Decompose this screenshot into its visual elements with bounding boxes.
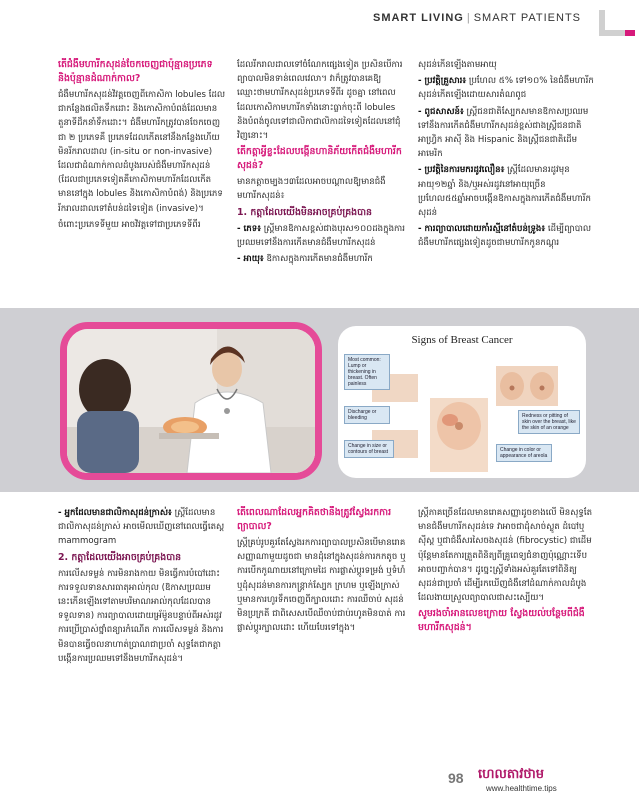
paragraph: ដែលរីករាលដាលទៅចំណែកផ្សេងទៀត ប្រសិនបើការព្យាបាលមិនទាន់ពេលវេលា។ វាក៏ត្រូវបានគេឱ្យឈ្មោះថាមហារីកសុដន់ប្រភេទទីពីរ ដូចគ្នា នៅពេលដែលកោសិកាមហារីកទាំងនោះធ្លាក់ចុះពី lobules និងបំពង់ចូលទៅជាលិកាជាលិកាដទៃទៀតដែលនៅជុំវិញនោះ។ bbox=[237, 60, 403, 142]
article-column-3 bbox=[418, 58, 594, 320]
paragraph: សុដន់កើនឡើងតាមអាយុ bbox=[418, 60, 497, 70]
figure-label-lump: Most common: Lump or thickening in breast. Often painless bbox=[344, 354, 390, 390]
list-item-label: - ពូជសាសន៍៖ bbox=[418, 106, 464, 117]
list-item-text: ប្រហែល ៥% ទៅ១០% នៃជំងឺមហារីកសុដន់កើតឡើងដោយសារតំណពូជ bbox=[418, 76, 594, 101]
figure-label-size-change: Change in size or contours of breast bbox=[344, 440, 394, 458]
section-a: SMART LIVING bbox=[372, 12, 464, 24]
article-column-5 bbox=[237, 506, 407, 756]
list-item-text: ដើម្បីព្យាបាលជំងឺមហារីកផ្សេងទៀតដូចជាមហារីកកូនកណ្ដុរ bbox=[418, 224, 592, 249]
list-item-label: - ភេទ៖ bbox=[237, 223, 261, 234]
sub-heading-uncontrollable: 1. កត្តាដែលយើងមិនអាចគ្រប់គ្រងបាន bbox=[237, 206, 372, 218]
list-item-text: ស្ត្រីដែលមានជាលិកាសុដន់ក្រាស់ អាចមើលឃើញនៅពេលធ្វើតេស្ត mammogram bbox=[58, 508, 225, 547]
header-separator: | bbox=[466, 12, 471, 24]
website-url: www.healthtime.tips bbox=[486, 784, 557, 793]
page-header bbox=[0, 6, 639, 36]
figure-label-discharge: Discharge or bleeding bbox=[344, 406, 390, 424]
list-item-text: ស្ត្រីមានឱកាសខ្ពស់ជាងបុរស១០០ដងក្នុងការប្រឈមទៅនឹងការកើតមានជំងឺមហារីកសុដន់ bbox=[237, 223, 405, 248]
section-title bbox=[373, 12, 581, 24]
list-item-label: - អាយុ៖ bbox=[237, 254, 264, 265]
list-item-text: ស្ត្រីដែលមានរដូវមុនអាយុ១២ឆ្នាំ និង/ឬអស់រដូវនៅអាយុច្រើន ប្រហែល៥៥ឆ្នាំអាចបង្កើនឱកាសក្នុងការកើតជំងឺមហារីកសុដន់ bbox=[418, 165, 591, 219]
list-item-label: - អ្នកដែលមានជាលិកាសុដន់ក្រាស់៖ bbox=[58, 508, 172, 518]
figure-title: Signs of Breast Cancer bbox=[411, 334, 513, 346]
figure-label-redness: Redness or pitting of skin over the breast, like the skin of an orange bbox=[518, 410, 580, 434]
list-item-text: ឱកាសក្នុងការកើតមានជំងឺមហារីក bbox=[266, 254, 373, 265]
sub-heading-controllable: 2. កត្តាដែលយើងអាចគ្រប់គ្រងបាន bbox=[58, 551, 182, 563]
section-heading-when-to-seek: តើពេលណាដែលអ្នកគិតថានឹងត្រូវស្វែងរកការព្យាបាល? bbox=[237, 507, 392, 532]
section-heading-types: តើជំងឺមហារីកសុដន់ចែកចេញជាប៉ុន្មានប្រភេទ និងប៉ុន្មានដំណាក់កាល? bbox=[58, 59, 213, 84]
list-item bbox=[58, 506, 226, 549]
closing-note: សូមរងចាំអានលេខក្រោយ ស្វែងយល់បន្ថែមពីជំងឺមហារីកសុដន់។ bbox=[418, 608, 585, 634]
paragraph: ស្ត្រីគ្រប់រូបគួរតែស្វែងរកការព្យាបាលប្រសិនបើមានរោគសញ្ញាណាមួយដូចជា មានដុំនៅក្នុងសុដន់ការកកតូច ឬការបើកកូណាយនៅក្រោមដៃ ការផ្លាស់ប្ដូរទម្រង់ ឬទំហំ ឬដុំសុដន់មានការកន្ត្រាក់ស្បែក ក្រហម ឬឡើងក្រាស់ ឬមានការហូរទឹកចេញពីក្បាលដោះ ការឈឺចាប់ សុដន់ មិនប្រក្រតី ជាពិសេសបើឈឺចាប់ជាប់រហូតមិនបាត់ ការផ្លាស់ប្ដូរក្បាលដោះ ហើយបែរទៅក្នុង។ bbox=[237, 538, 406, 634]
list-item-text: ស្ត្រីជនជាតិស្បែកសមានឱកាសប្រឈមទៅនឹងការកើតជំងឺមហារីកសុដន់ខ្ពស់ជាងស្ត្រីជនជាតិអាហ្វ្រិក អាស៊ី និង Hispanic និងស្ត្រីជនជាតិដើមអាមេរិក bbox=[418, 106, 589, 160]
doctor-patient-photo bbox=[60, 322, 322, 480]
article-column-2 bbox=[237, 58, 407, 320]
list-item bbox=[418, 222, 594, 250]
paragraph: ការលើសទម្ងន់ ការមិនរាងកាយ មិនធ្វើការបំបៅដោះការទទួលទានសារធាតុអាល់កុល (ឱកាសប្រឈមនេះកើនឡើងទៅតាមបរិមាណអាល់កុលដែលបានទទួលទាន) ការព្យាបាលដោយអ្រ័ម៉ូនបន្ទាប់ពីអស់រដូវ ការប្រើប្រាស់ថ្នាំពន្យារកំណើត ការលើសទម្ងន់ និងការមិនបានធ្វើចលនាហាត់ប្រាណជាប្រចាំ សុទ្ធតែជាកត្តាបង្កើនការប្រឈមទៅនឹងមហារីកសុដន់។ bbox=[58, 568, 224, 664]
corner-logo-mark bbox=[599, 10, 625, 36]
list-item bbox=[237, 222, 407, 250]
paragraph: ចំពោះប្រភេទទីមួយ អាចវិវត្តទៅជាប្រភេទទីពីរ bbox=[58, 219, 201, 230]
section-b: SMART PATIENTS bbox=[473, 12, 581, 24]
list-item-label: - ការព្យាបាលដោយកាំរស្មីនៅតំបន់ទ្រូង៖ bbox=[418, 224, 546, 235]
page-footer bbox=[0, 762, 639, 800]
paragraph: មានកត្តាចម្បងៗ៣ដែលអាចបណ្ដាលឱ្យមានជំងឺមហារីកសុដន់៖ bbox=[237, 177, 386, 202]
breast-cancer-signs-figure bbox=[338, 326, 586, 478]
paragraph: ស្ត្រីភាគច្រើនដែលមានរោគសញ្ញាដូចខាងលើ មិនសុទ្ធតែមានជំងឺមហារីកសុដន់ទេ វាអាចជាដុំសាច់ស្លូត ដំបៅឬស៊ីស្ត ឬជាជំងឺសរសៃចងសុដន់ (fibrocystic) ជាដើម ប៉ុន្តែមានតែការត្រួតពិនិត្យពីគ្រូពេទ្យជំនាញប៉ុណ្ណោះទើបអាចបញ្ជាក់បាន។ ដូច្នេះស្ត្រីទាំងអស់គួរតែទៅពិនិត្យសុដន់ជាប្រចាំ ដើម្បីរកឃើញជំងឺនៅដំណាក់កាលដំបូង ដែលងាយស្រួលព្យាបាលជាសះស្បើយ។ bbox=[418, 508, 593, 604]
list-item-label: - ប្រវត្តិគ្រួសារ៖ bbox=[418, 76, 467, 87]
list-item bbox=[418, 105, 594, 162]
figure-label-areola: Change in color or appearance of areola bbox=[496, 444, 552, 462]
section-heading-risk-factors: តើកត្តាអ្វីខ្លះដែលបង្កើនហានិភ័យកើតជំងឺមហារីកសុដន់? bbox=[237, 146, 402, 172]
paragraph: ជំងឺមហារីកសុដន់វិវត្តចេញពីកោសិកា lobules ដែលជាកន្លែងផលិតទឹកដោះ និងកោសិកាបំពង់ដែលមានតួនាទីដឹកនាំទឹកដោះ។ ជំងឺមហារីកត្រូវបានចែកចេញជា ២ ប្រភេទគឺ ប្រភេទដែលកើតនៅនឹងកន្លែងហើយមិនរីករាលដាល (in-situ or non-invasive) ដែលជាដំណាក់កាលដំបូងរបស់ជំងឺមហារីកសុដន់ (ដែលជាប្រភេទទៀតគឺកោសិកាមហារីកដែលកើតមាននៅក្នុង lobules និងកោសិកាបំពង់) និងប្រភេទរីករាលដាលទៅតំបន់ដទៃទៀត (invasive)។ bbox=[58, 90, 226, 214]
magazine-brand: ហេលតាវថាម bbox=[478, 767, 545, 782]
list-item bbox=[418, 74, 594, 102]
photo-illustration bbox=[67, 329, 315, 473]
list-item bbox=[418, 163, 594, 220]
page-number: 98 bbox=[448, 770, 464, 786]
article-column-4 bbox=[58, 506, 226, 756]
article-column-6 bbox=[418, 506, 594, 756]
list-item bbox=[237, 252, 407, 266]
list-item-label: - ប្រវត្តិនៃការមករដូវលឿន៖ bbox=[418, 165, 505, 176]
article-column-1 bbox=[58, 58, 226, 320]
